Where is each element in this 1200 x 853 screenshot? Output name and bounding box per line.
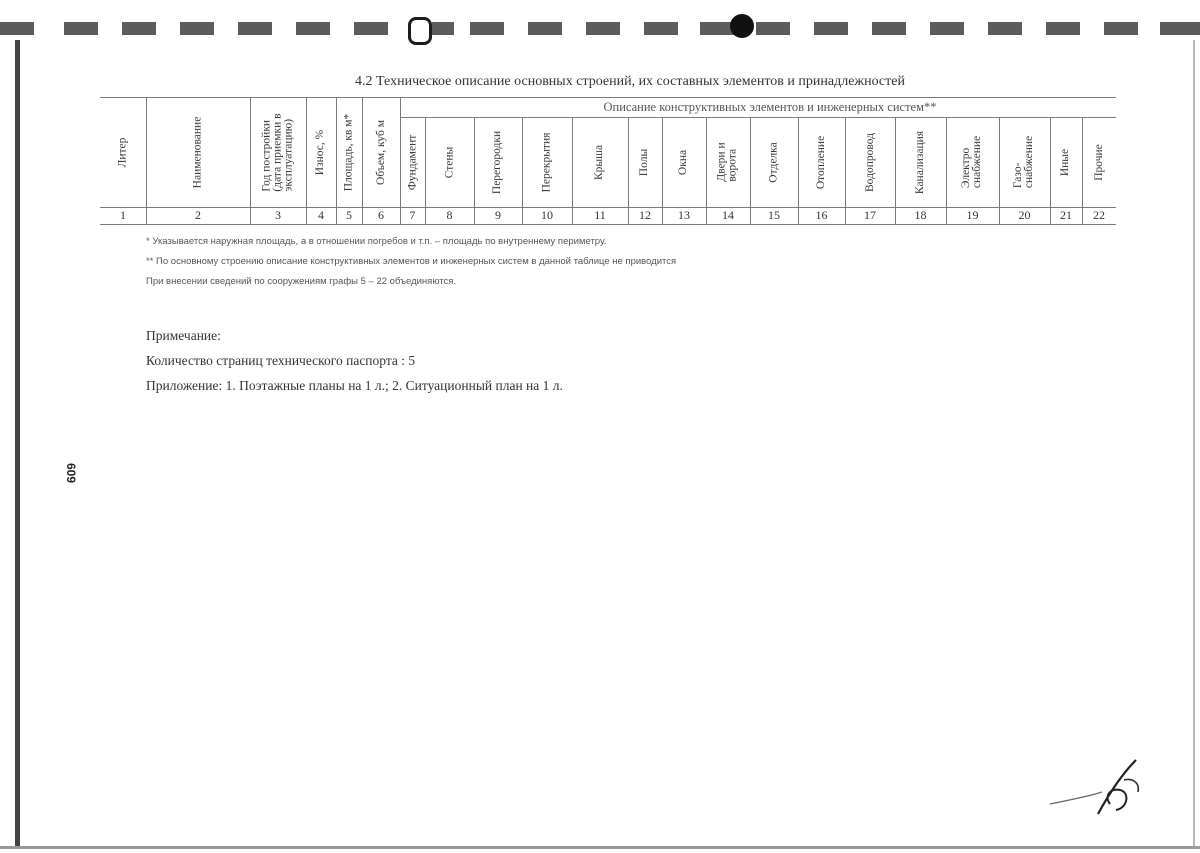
- perforation-hole: [238, 22, 272, 35]
- column-header: [362, 97, 400, 207]
- column-number: 15: [768, 208, 780, 222]
- column-number: 2: [195, 208, 201, 222]
- perforation-hole: [872, 22, 906, 35]
- perforation-hole: [470, 22, 504, 35]
- column-header: [1050, 117, 1082, 207]
- perforation-hole: [586, 22, 620, 35]
- binder-perforation-strip: [0, 0, 1200, 48]
- column-number: 19: [966, 208, 979, 222]
- column-number: 22: [1093, 208, 1105, 222]
- column-number: 20: [1018, 208, 1031, 222]
- column-header: [250, 97, 306, 207]
- column-number: 12: [639, 208, 651, 222]
- column-number: 21: [1060, 208, 1072, 222]
- column-number: 17: [864, 208, 876, 222]
- column-header: [845, 117, 895, 207]
- column-header: [400, 117, 425, 207]
- column-header: [706, 117, 750, 207]
- perforation-hole: [1160, 22, 1200, 35]
- scan-right-edge: [1193, 40, 1195, 846]
- column-header: [100, 97, 146, 207]
- section-title: 4.2 Техническое описание основных строений, их составных элементов и принадлежностей: [355, 74, 905, 89]
- perforation-hole: [1046, 22, 1080, 35]
- binder-ring: [408, 17, 432, 45]
- perforation-hole: [700, 22, 734, 35]
- column-number: 11: [594, 208, 606, 222]
- footnote-2: ** По основному строению описание конструктивных элементов и инженерных систем в данной таблице не приводится: [146, 256, 677, 267]
- column-header-label: Двери и ворота: [716, 142, 739, 182]
- column-header-label: Прочие: [1092, 143, 1105, 181]
- perforation-hole: [432, 22, 454, 35]
- column-header: [662, 117, 706, 207]
- column-number: 10: [541, 208, 553, 222]
- column-header: [999, 117, 1050, 207]
- column-header: [522, 117, 572, 207]
- note-attachments: Приложение: 1. Поэтажные планы на 1 л.; 2. Ситуационный план на 1 л.: [146, 378, 563, 393]
- perforation-hole: [122, 22, 156, 35]
- column-number: 14: [722, 208, 734, 222]
- column-header-label: Водопровод: [863, 132, 876, 192]
- column-header-label: Перекрытия: [540, 132, 553, 192]
- column-number: 5: [346, 208, 352, 222]
- column-number: 4: [318, 208, 324, 222]
- column-header: [336, 97, 362, 207]
- column-header-label: Год постройки (дата приемки в эксплуатацию): [260, 112, 295, 192]
- column-header-label: Литер: [116, 137, 129, 167]
- perforation-hole: [814, 22, 848, 35]
- column-header-label: Перегородки: [491, 130, 504, 194]
- column-header-label: Фундамент: [406, 134, 419, 190]
- column-header-label: Газо- снабжение: [1012, 135, 1036, 189]
- perforation-hole: [296, 22, 330, 35]
- column-number: 9: [495, 208, 501, 222]
- column-header-label: Отопление: [815, 135, 827, 189]
- note-heading: Примечание:: [146, 328, 221, 343]
- column-number: 13: [678, 208, 690, 222]
- footnote-3: При внесении сведений по сооружениям графы 5 – 22 объединяются.: [146, 276, 457, 287]
- column-header-label: Объем, куб м: [374, 119, 387, 185]
- perforation-hole: [0, 22, 34, 35]
- note-pages: Количество страниц технического паспорта : 5: [146, 353, 416, 368]
- column-header-label: Электро снабжение: [960, 135, 984, 189]
- column-number: 16: [815, 208, 828, 222]
- column-header-label: Иные: [1059, 148, 1072, 176]
- column-header-label: Площадь, кв м*: [342, 113, 355, 191]
- column-number: 18: [914, 208, 927, 222]
- construction-elements-table: [100, 97, 1116, 225]
- binder-ring: [730, 14, 754, 38]
- perforation-hole: [756, 22, 790, 35]
- perforation-hole: [354, 22, 388, 35]
- column-header-label: Стены: [443, 146, 455, 178]
- column-header: [798, 117, 845, 207]
- column-header-label: Крыша: [593, 144, 606, 180]
- column-header: [425, 117, 474, 207]
- perforation-hole: [528, 22, 562, 35]
- column-header: [895, 117, 946, 207]
- scan-bottom-edge: [0, 846, 1200, 849]
- column-header: [474, 117, 522, 207]
- column-header: [628, 117, 662, 207]
- column-header: [572, 117, 628, 207]
- column-header-label: Полы: [638, 148, 651, 176]
- column-header-label: Канализация: [914, 130, 926, 194]
- footnote-1: * Указывается наружная площадь, а в отношении погребов и т.п. – площадь по внутреннему периметру.: [146, 236, 607, 247]
- group-header: Описание конструктивных элементов и инженерных систем**: [603, 100, 937, 114]
- handwritten-signature: [1040, 752, 1150, 822]
- column-number: 6: [378, 208, 384, 222]
- column-number: 3: [275, 208, 281, 222]
- column-header: [1082, 117, 1116, 207]
- column-header-label: Отделка: [767, 141, 780, 183]
- column-header: [946, 117, 999, 207]
- perforation-hole: [1104, 22, 1138, 35]
- column-number: 8: [446, 208, 453, 222]
- perforation-hole: [988, 22, 1022, 35]
- column-header: [146, 97, 250, 207]
- table-bottom-border: [100, 224, 1116, 225]
- column-header: [306, 97, 336, 207]
- column-header: [750, 117, 798, 207]
- side-page-number: 609: [64, 462, 78, 484]
- perforation-hole: [644, 22, 678, 35]
- perforation-hole: [180, 22, 214, 35]
- perforation-hole: [64, 22, 98, 35]
- column-header-label: Наименование: [191, 116, 204, 188]
- column-header-label: Окна: [677, 149, 690, 175]
- column-header-label: Износ, %: [314, 129, 327, 175]
- column-number: 7: [409, 208, 416, 222]
- column-number: 1: [120, 208, 126, 222]
- perforation-hole: [930, 22, 964, 35]
- scan-left-edge: [15, 40, 20, 846]
